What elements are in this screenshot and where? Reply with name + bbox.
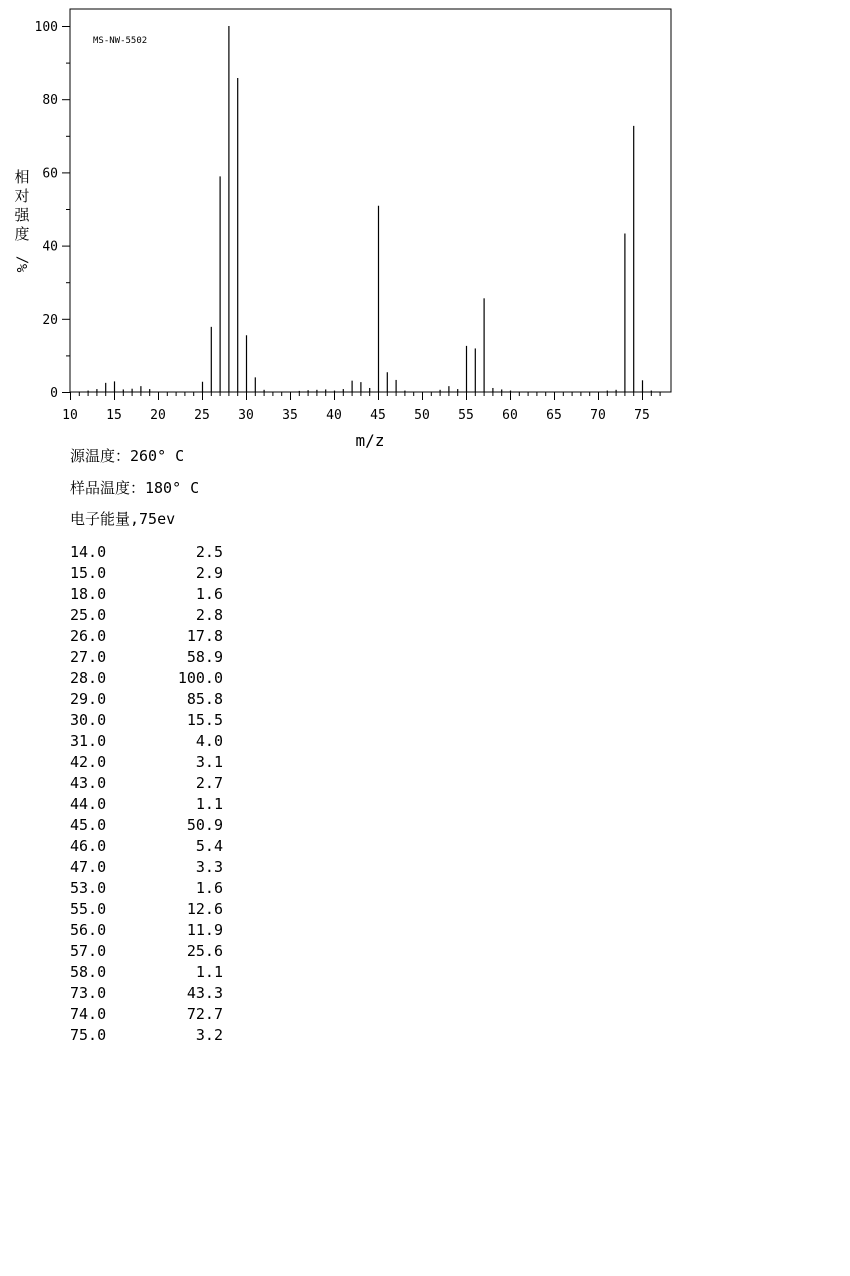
peak-intensity: 3.3 [195, 858, 223, 876]
peak-mz: 44.0 [70, 795, 107, 813]
peak-intensity: 4.0 [195, 732, 223, 750]
y-axis-label-suffix: %/ [15, 255, 31, 273]
table-row [70, 878, 230, 899]
table-row [70, 815, 230, 836]
table-row [70, 962, 230, 983]
peak-mz: 18.0 [70, 585, 107, 603]
table-row [70, 605, 230, 626]
y-tick-label: 40 [42, 239, 58, 255]
x-axis-label: m/z [355, 431, 385, 450]
y-tick-label: 20 [42, 312, 58, 328]
table-row [70, 836, 230, 857]
peak-intensity: 2.5 [195, 543, 223, 561]
x-tick-label: 30 [238, 408, 254, 423]
peak-mz: 73.0 [70, 984, 107, 1002]
sample-temperature: 样品温度：180° C [70, 479, 200, 497]
mass-spectrum-chart [0, 0, 850, 450]
plot-frame [70, 9, 671, 392]
peak-intensity: 15.5 [186, 711, 223, 729]
peak-mz: 42.0 [70, 753, 107, 771]
y-tick-label: 60 [42, 166, 58, 182]
table-row [70, 731, 230, 752]
peak-mz: 27.0 [70, 648, 107, 666]
sample-id-label: MS-NW-5502 [93, 36, 148, 46]
peak-mz: 25.0 [70, 606, 107, 624]
peak-mz: 58.0 [70, 963, 107, 981]
x-tick-label: 45 [370, 408, 386, 423]
peak-intensity: 1.6 [195, 879, 223, 897]
table-row [70, 941, 230, 962]
peak-bars [88, 26, 651, 392]
peak-intensity: 17.8 [186, 627, 223, 645]
peak-mz: 74.0 [70, 1005, 107, 1023]
peak-mz: 57.0 [70, 942, 107, 960]
peak-intensity: 85.8 [186, 690, 223, 708]
x-tick-label: 35 [282, 408, 298, 423]
table-row [70, 689, 230, 710]
table-row [70, 899, 230, 920]
peak-mz: 15.0 [70, 564, 107, 582]
peak-intensity: 50.9 [186, 816, 223, 834]
peak-intensity: 2.9 [195, 564, 223, 582]
y-tick-label: 80 [42, 93, 58, 109]
x-tick-label: 10 [62, 408, 78, 423]
y-tick-label: 100 [34, 20, 58, 35]
table-row [70, 1025, 230, 1046]
x-tick-label: 55 [458, 408, 474, 423]
peak-intensity: 2.7 [195, 774, 223, 792]
y-axis-label-char: 对 [14, 187, 30, 205]
peak-intensity: 100.0 [177, 669, 223, 687]
y-axis-label-char: 强 [14, 206, 30, 224]
table-row [70, 563, 230, 584]
x-tick-label: 60 [502, 408, 518, 423]
peak-mz: 43.0 [70, 774, 107, 792]
electron-energy: 电子能量,75ev [70, 510, 176, 528]
table-row [70, 920, 230, 941]
table-row [70, 710, 230, 731]
peak-intensity: 3.1 [195, 753, 223, 771]
table-row [70, 983, 230, 1004]
peak-mz: 30.0 [70, 711, 107, 729]
x-tick-label: 75 [634, 408, 650, 423]
table-row [70, 668, 230, 689]
peak-intensity: 1.1 [195, 963, 223, 981]
peak-mz: 53.0 [70, 879, 107, 897]
peak-intensity: 72.7 [186, 1005, 223, 1023]
table-row [70, 794, 230, 815]
x-tick-label: 65 [546, 408, 562, 423]
peak-mz: 56.0 [70, 921, 107, 939]
peak-mz: 28.0 [70, 669, 107, 687]
y-axis-label [14, 168, 31, 272]
peak-list-table [70, 542, 230, 1046]
peak-intensity: 5.4 [195, 837, 223, 855]
x-tick-label: 15 [106, 408, 122, 423]
table-row [70, 647, 230, 668]
x-tick-label: 70 [590, 408, 606, 423]
peak-mz: 55.0 [70, 900, 107, 918]
peak-mz: 31.0 [70, 732, 107, 750]
peak-mz: 45.0 [70, 816, 107, 834]
peak-intensity: 11.9 [186, 921, 223, 939]
peak-intensity: 58.9 [186, 648, 223, 666]
table-row [70, 752, 230, 773]
table-row [70, 542, 230, 563]
x-tick-label: 25 [194, 408, 210, 423]
peak-intensity: 2.8 [195, 606, 223, 624]
peak-intensity: 43.3 [186, 984, 223, 1002]
peak-mz: 46.0 [70, 837, 107, 855]
axes [35, 20, 661, 423]
peak-mz: 47.0 [70, 858, 107, 876]
y-axis-label-char: 相 [14, 168, 30, 186]
source-temperature: 源温度：260° C [70, 447, 185, 465]
table-row [70, 584, 230, 605]
peak-intensity: 1.6 [195, 585, 223, 603]
table-row [70, 773, 230, 794]
x-tick-label: 20 [150, 408, 166, 423]
y-tick-label: 0 [50, 386, 58, 401]
table-row [70, 1004, 230, 1025]
peak-intensity: 12.6 [186, 900, 223, 918]
y-axis-label-char: 度 [14, 225, 30, 243]
table-row [70, 626, 230, 647]
peak-intensity: 25.6 [186, 942, 223, 960]
peak-mz: 29.0 [70, 690, 107, 708]
plot-border [70, 9, 671, 392]
peak-mz: 14.0 [70, 543, 107, 561]
peak-mz: 75.0 [70, 1026, 107, 1044]
peak-mz: 26.0 [70, 627, 107, 645]
x-tick-label: 40 [326, 408, 342, 423]
table-row [70, 857, 230, 878]
peak-intensity: 1.1 [195, 795, 223, 813]
x-tick-label: 50 [414, 408, 430, 423]
peak-intensity: 3.2 [195, 1026, 223, 1044]
